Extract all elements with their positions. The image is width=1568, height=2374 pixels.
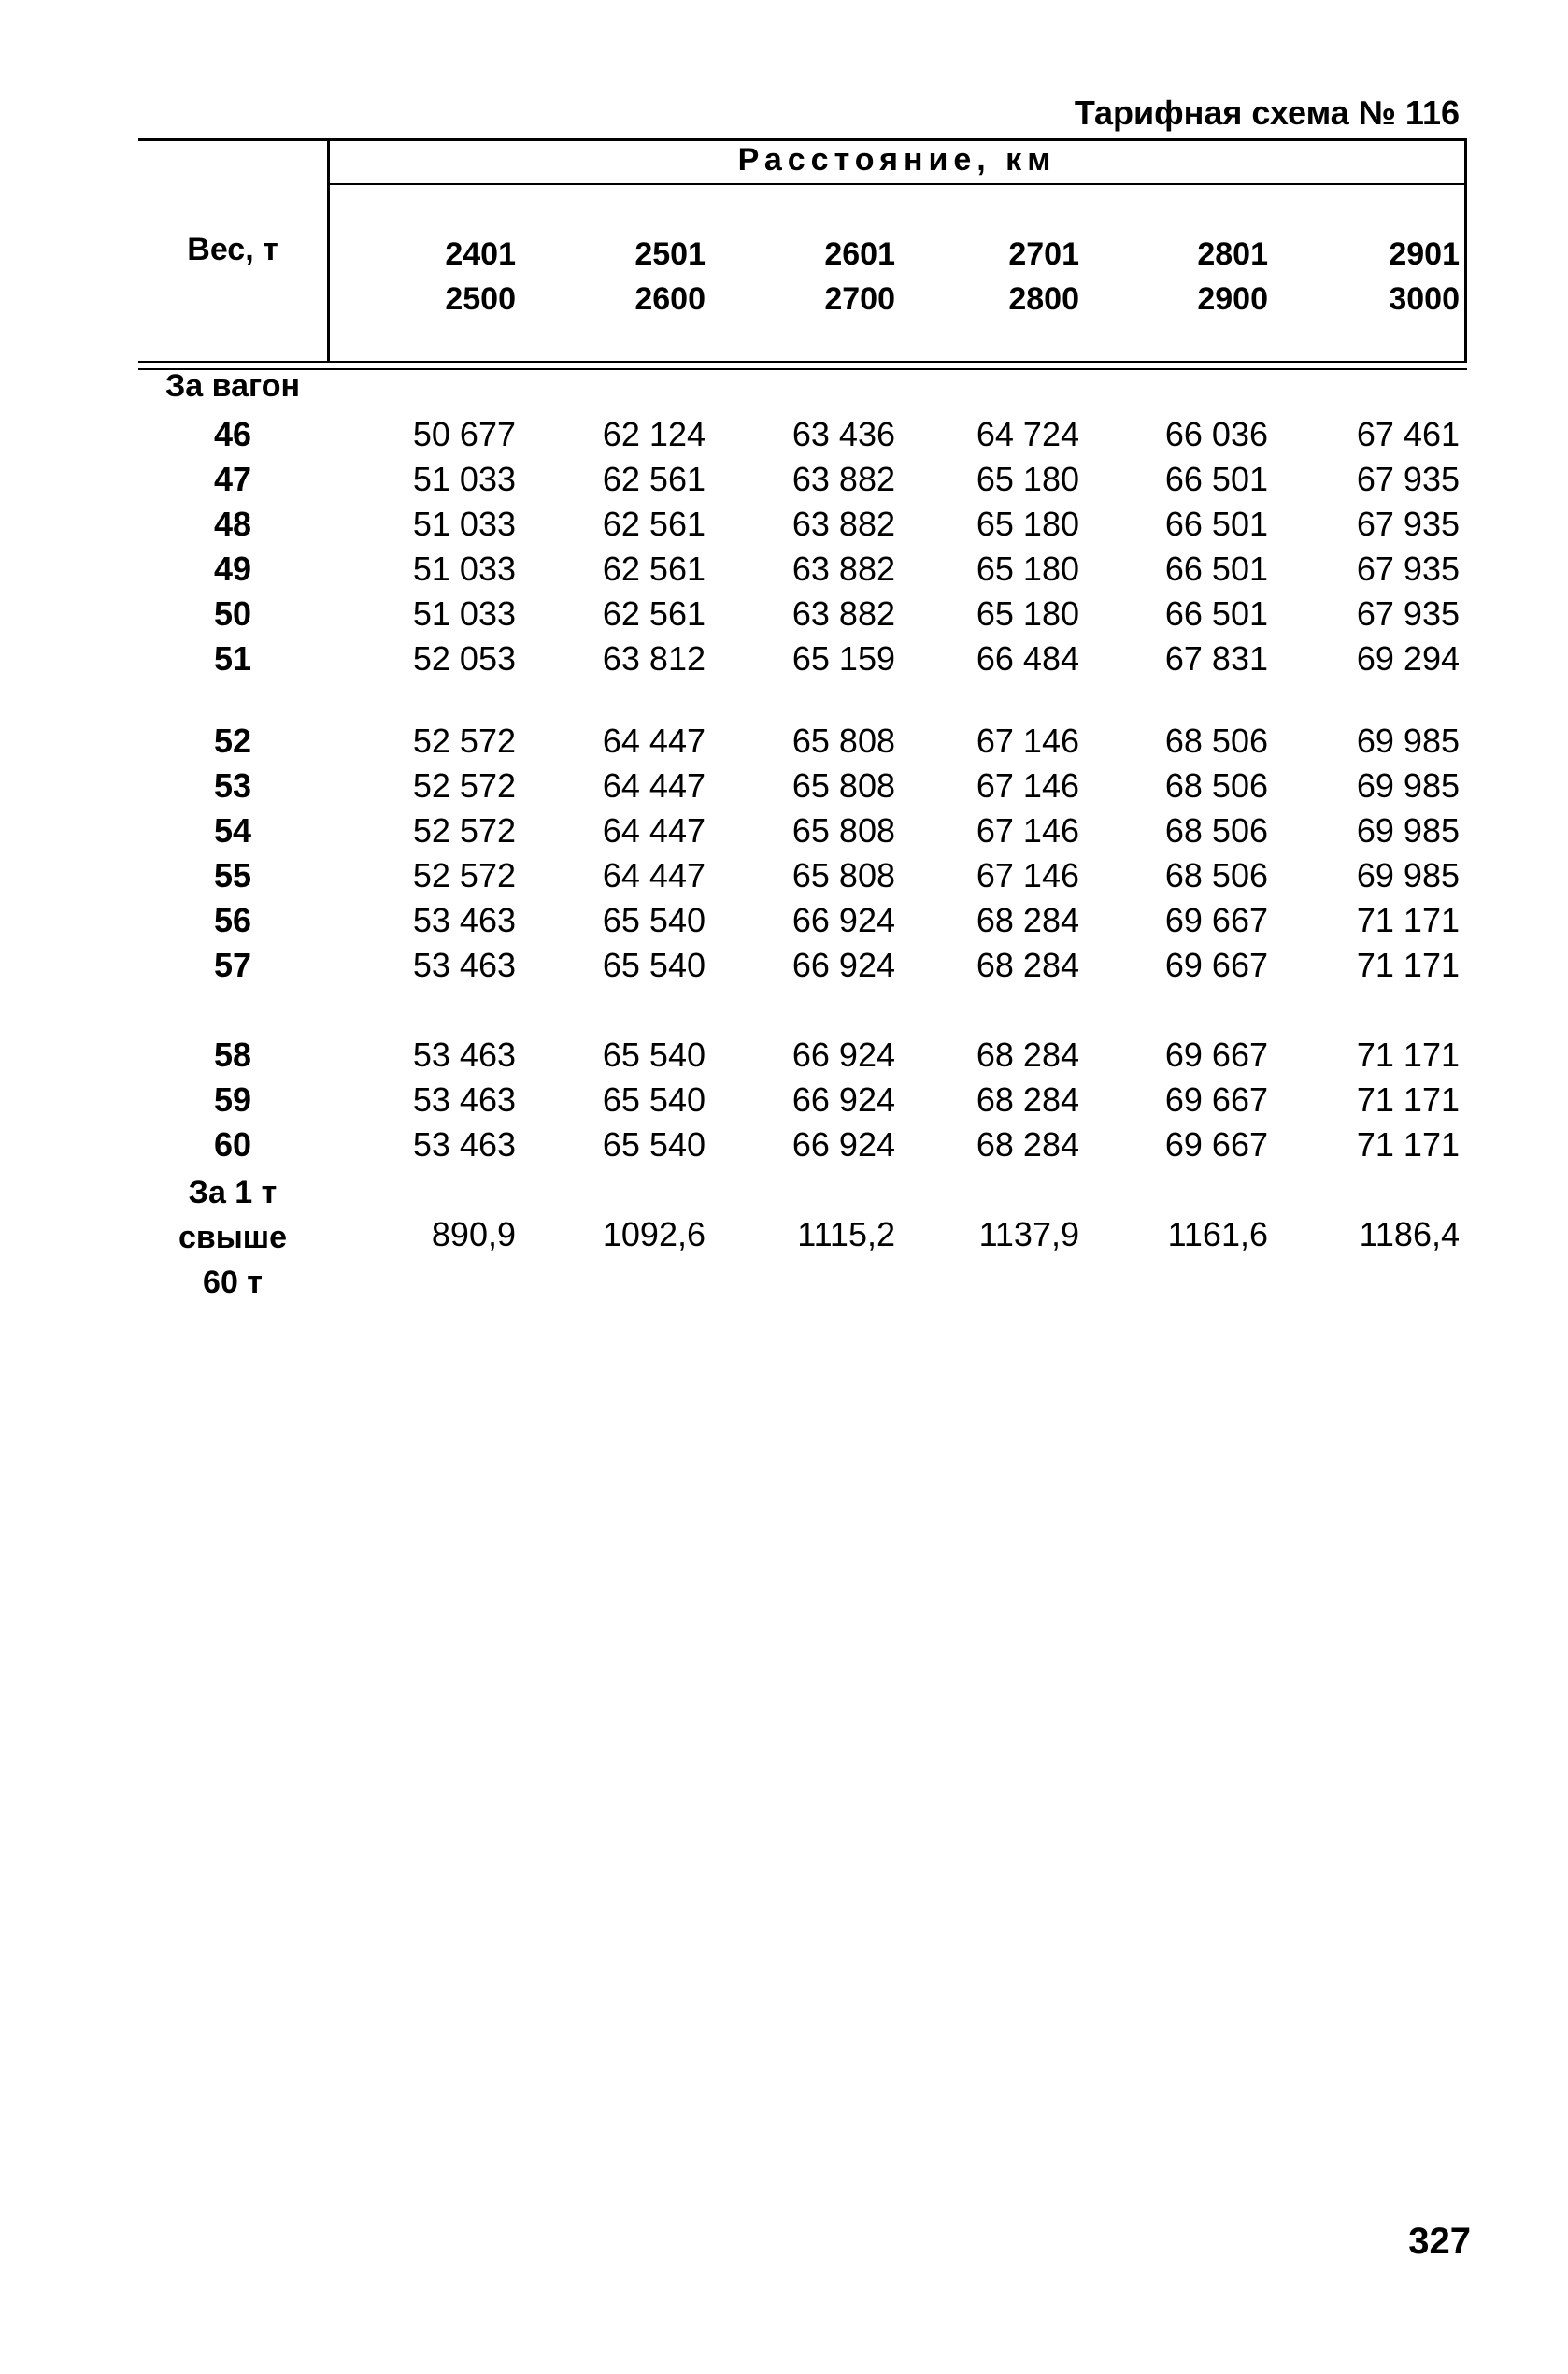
tariff-cell: 65 159 — [791, 639, 895, 678]
table-row — [0, 1080, 1568, 1125]
tariff-cell: 65 180 — [976, 505, 1079, 543]
per-wagon-label: За вагон — [164, 368, 301, 404]
table-row — [0, 766, 1568, 811]
range-header-1 — [385, 232, 516, 322]
tariff-cell: 65 540 — [602, 946, 706, 984]
header-bottom-rule-double — [138, 368, 1467, 370]
per-ton-cell: 890,9 — [431, 1215, 516, 1253]
tariff-cell: 67 146 — [976, 811, 1079, 850]
range-header-2 — [575, 232, 706, 322]
table-row — [0, 550, 1568, 594]
weight-column-header: Вес, т — [187, 232, 278, 267]
tariff-cell: 67 461 — [1356, 415, 1460, 453]
tariff-cell: 67 935 — [1356, 460, 1460, 498]
tariff-cell: 65 540 — [602, 1125, 706, 1164]
tariff-cell: 51 033 — [412, 550, 516, 588]
tariff-cell: 53 463 — [412, 1036, 516, 1074]
tariff-cell: 67 935 — [1356, 594, 1460, 633]
per-ton-cell: 1115,2 — [797, 1215, 895, 1253]
per-ton-label-line: свыше — [178, 1220, 288, 1255]
tariff-cell: 65 540 — [602, 1036, 706, 1074]
range-from: 2401 — [445, 236, 516, 272]
weight-cell: 58 — [213, 1036, 252, 1074]
tariff-cell: 64 447 — [602, 766, 706, 805]
per-ton-cell: 1186,4 — [1359, 1215, 1460, 1253]
range-from: 2701 — [1008, 236, 1079, 272]
tariff-cell: 67 146 — [976, 856, 1079, 894]
tariff-cell: 53 463 — [412, 1125, 516, 1164]
tariff-cell: 66 924 — [791, 946, 895, 984]
tariff-cell: 65 808 — [791, 722, 895, 760]
tariff-cell: 65 808 — [791, 811, 895, 850]
table-row — [0, 901, 1568, 946]
tariff-cell: 71 171 — [1356, 1125, 1460, 1164]
weight-cell: 59 — [213, 1080, 252, 1119]
tariff-cell: 67 146 — [976, 766, 1079, 805]
tariff-cell: 68 284 — [976, 901, 1079, 939]
weight-cell: 54 — [213, 811, 252, 850]
tariff-cell: 65 180 — [976, 594, 1079, 633]
per-ton-label-line: 60 т — [203, 1265, 263, 1300]
per-ton-cell: 1161,6 — [1167, 1215, 1268, 1253]
page-number: 327 — [1408, 2221, 1471, 2262]
weight-cell: 56 — [213, 901, 252, 939]
tariff-cell: 62 561 — [602, 505, 706, 543]
tariff-cell: 66 924 — [791, 901, 895, 939]
tariff-cell: 65 808 — [791, 766, 895, 805]
tariff-cell: 71 171 — [1356, 1036, 1460, 1074]
tariff-cell: 68 506 — [1164, 722, 1268, 760]
tariff-cell: 68 284 — [976, 1125, 1079, 1164]
range-to: 2500 — [445, 281, 516, 317]
tariff-cell: 64 447 — [602, 811, 706, 850]
tariff-cell: 68 284 — [976, 1080, 1079, 1119]
weight-cell: 47 — [213, 460, 252, 498]
tariff-cell: 68 284 — [976, 946, 1079, 984]
tariff-cell: 65 540 — [602, 1080, 706, 1119]
tariff-cell: 66 924 — [791, 1125, 895, 1164]
tariff-cell: 63 812 — [602, 639, 706, 678]
tariff-cell: 69 985 — [1356, 766, 1460, 805]
tariff-cell: 71 171 — [1356, 901, 1460, 939]
weight-cell: 46 — [213, 415, 252, 453]
tariff-cell: 52 053 — [412, 639, 516, 678]
tariff-cell: 69 667 — [1164, 946, 1268, 984]
tariff-scheme-title: Тарифная схема № 116 — [1074, 93, 1460, 132]
per-ton-cell: 1092,6 — [602, 1215, 706, 1253]
weight-cell: 57 — [213, 946, 252, 984]
tariff-cell: 50 677 — [412, 415, 516, 453]
weight-cell: 50 — [213, 594, 252, 633]
tariff-cell: 68 506 — [1164, 856, 1268, 894]
tariff-cell: 62 124 — [602, 415, 706, 453]
table-row — [0, 1036, 1568, 1080]
tariff-cell: 71 171 — [1356, 946, 1460, 984]
weight-cell: 53 — [213, 766, 252, 805]
table-row — [0, 722, 1568, 766]
range-to: 2900 — [1197, 281, 1268, 317]
table-row — [0, 1125, 1568, 1170]
weight-cell: 52 — [213, 722, 252, 760]
tariff-cell: 64 724 — [976, 415, 1079, 453]
tariff-cell: 66 484 — [976, 639, 1079, 678]
weight-cell: 55 — [213, 856, 252, 894]
tariff-cell: 53 463 — [412, 946, 516, 984]
tariff-cell: 62 561 — [602, 594, 706, 633]
tariff-cell: 66 501 — [1164, 505, 1268, 543]
tariff-cell: 68 506 — [1164, 766, 1268, 805]
range-header-5 — [1137, 232, 1268, 322]
tariff-cell: 69 294 — [1356, 639, 1460, 678]
tariff-cell: 63 436 — [791, 415, 895, 453]
tariff-cell: 63 882 — [791, 594, 895, 633]
tariff-cell: 63 882 — [791, 460, 895, 498]
table-row — [0, 811, 1568, 856]
tariff-cell: 52 572 — [412, 811, 516, 850]
tariff-cell: 52 572 — [412, 722, 516, 760]
tariff-cell: 63 882 — [791, 505, 895, 543]
table-row — [0, 415, 1568, 460]
weight-cell: 51 — [213, 639, 252, 678]
tariff-cell: 69 985 — [1356, 722, 1460, 760]
tariff-cell: 66 924 — [791, 1036, 895, 1074]
table-row — [0, 594, 1568, 639]
distance-header: Расстояние, км — [737, 142, 1057, 178]
tariff-cell: 68 284 — [976, 1036, 1079, 1074]
tariff-cell: 51 033 — [412, 505, 516, 543]
tariff-cell: 63 882 — [791, 550, 895, 588]
tariff-cell: 62 561 — [602, 460, 706, 498]
tariff-cell: 64 447 — [602, 722, 706, 760]
table-row — [0, 639, 1568, 684]
per-ton-label-line: За 1 т — [188, 1175, 278, 1210]
header-top-rule — [138, 138, 1467, 141]
weight-cell: 49 — [213, 550, 252, 588]
range-header-3 — [764, 232, 895, 322]
tariff-cell: 53 463 — [412, 901, 516, 939]
range-to: 3000 — [1389, 281, 1460, 317]
tariff-cell: 66 036 — [1164, 415, 1268, 453]
range-to: 2600 — [634, 281, 706, 317]
tariff-cell: 69 985 — [1356, 856, 1460, 894]
table-row — [0, 856, 1568, 901]
weight-cell: 48 — [213, 505, 252, 543]
tariff-cell: 53 463 — [412, 1080, 516, 1119]
tariff-cell: 66 501 — [1164, 460, 1268, 498]
range-from: 2501 — [634, 236, 706, 272]
range-from: 2801 — [1197, 236, 1268, 272]
range-to: 2700 — [824, 281, 895, 317]
table-row — [0, 946, 1568, 991]
tariff-cell: 69 667 — [1164, 901, 1268, 939]
tariff-cell: 69 667 — [1164, 1036, 1268, 1074]
tariff-cell: 65 540 — [602, 901, 706, 939]
tariff-cell: 67 146 — [976, 722, 1079, 760]
tariff-cell: 66 924 — [791, 1080, 895, 1119]
tariff-cell: 71 171 — [1356, 1080, 1460, 1119]
tariff-cell: 65 808 — [791, 856, 895, 894]
tariff-cell: 66 501 — [1164, 550, 1268, 588]
range-header-4 — [948, 232, 1079, 322]
per-ton-label — [138, 1170, 327, 1305]
tariff-cell: 51 033 — [412, 594, 516, 633]
tariff-cell: 67 831 — [1164, 639, 1268, 678]
tariff-cell: 69 985 — [1356, 811, 1460, 850]
distance-separator-rule — [327, 183, 1467, 185]
tariff-cell: 52 572 — [412, 856, 516, 894]
range-from: 2601 — [824, 236, 895, 272]
range-from: 2901 — [1389, 236, 1460, 272]
range-header-6 — [1329, 232, 1460, 322]
tariff-cell: 65 180 — [976, 460, 1079, 498]
header-bottom-rule — [138, 361, 1467, 363]
tariff-cell: 64 447 — [602, 856, 706, 894]
tariff-cell: 51 033 — [412, 460, 516, 498]
tariff-cell: 65 180 — [976, 550, 1079, 588]
header-right-border — [1464, 138, 1467, 363]
tariff-cell: 62 561 — [602, 550, 706, 588]
range-to: 2800 — [1008, 281, 1079, 317]
tariff-cell: 67 935 — [1356, 550, 1460, 588]
table-row — [0, 460, 1568, 505]
tariff-cell: 52 572 — [412, 766, 516, 805]
tariff-cell: 66 501 — [1164, 594, 1268, 633]
tariff-cell: 69 667 — [1164, 1125, 1268, 1164]
tariff-cell: 67 935 — [1356, 505, 1460, 543]
weight-cell: 60 — [213, 1125, 252, 1164]
tariff-cell: 68 506 — [1164, 811, 1268, 850]
tariff-cell: 69 667 — [1164, 1080, 1268, 1119]
table-row — [0, 505, 1568, 550]
per-ton-cell: 1137,9 — [978, 1215, 1079, 1253]
